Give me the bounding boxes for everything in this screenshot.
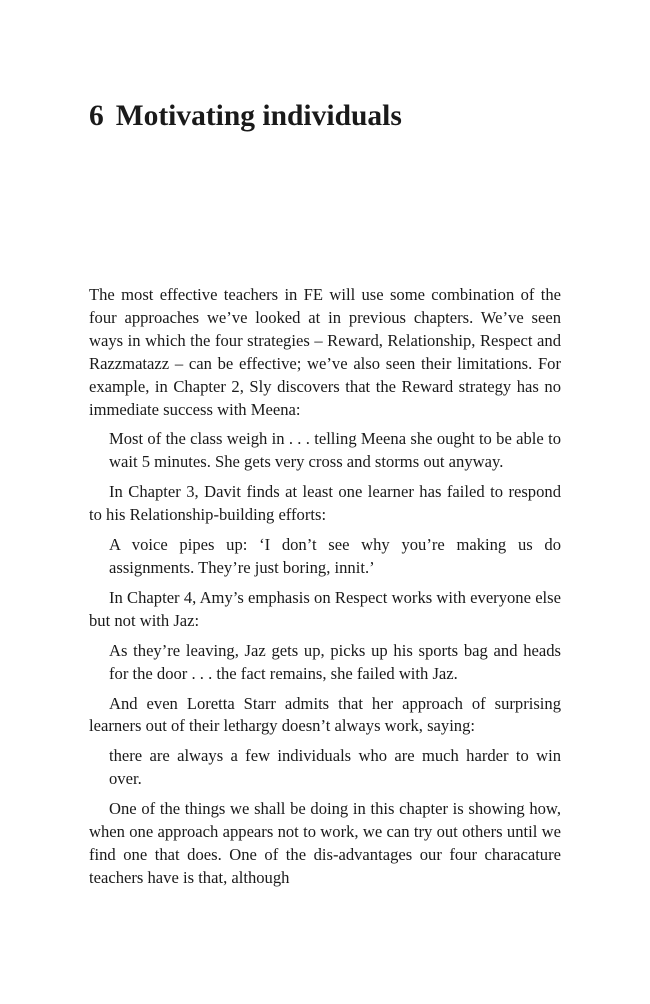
block-quote: As they’re leaving, Jaz gets up, picks up his sports bag and heads for the door . . . the fact remains, she failed with Jaz. — [109, 640, 561, 683]
body-paragraph: And even Loretta Starr admits that her approach of surprising learners out of their lethargy doesn’t always work, saying: — [89, 693, 561, 736]
chapter-body — [89, 284, 561, 890]
chapter-heading — [89, 96, 561, 136]
chapter-number: 6 — [89, 100, 104, 132]
block-quote: A voice pipes up: ‘I don’t see why you’re making us do assignments. They’re just boring, innit.’ — [109, 535, 561, 577]
block-quote: there are always a few individuals who are much harder to win over. — [109, 746, 561, 789]
body-paragraph: In Chapter 3, Davit finds at least one learner has failed to respond to his Relationship-building efforts: — [89, 482, 561, 525]
block-quote: Most of the class weigh in . . . telling Meena she ought to be able to wait 5 minutes. She gets very cross and storms out anyway. — [109, 429, 561, 472]
body-paragraph: In Chapter 4, Amy’s emphasis on Respect works with everyone else but not with Jaz: — [89, 587, 561, 630]
body-paragraph: One of the things we shall be doing in this chapter is showing how, when one approach appears not to work, we can try out others until we find one that does. One of the dis-advantages our four characature teachers have is that, although — [89, 799, 561, 887]
body-paragraph: The most effective teachers in FE will use some combination of the four approaches we’ve looked at in previous chapters. We’ve seen ways in which the four strategies – Reward, Relationship, Respect and Razzmatazz – can be effective; we’ve also seen their limitations. For example, in Chapter 2, Sly discovers that the Reward strategy has no immediate success with Meena: — [89, 285, 561, 419]
chapter-title: Motivating individuals — [115, 100, 402, 132]
